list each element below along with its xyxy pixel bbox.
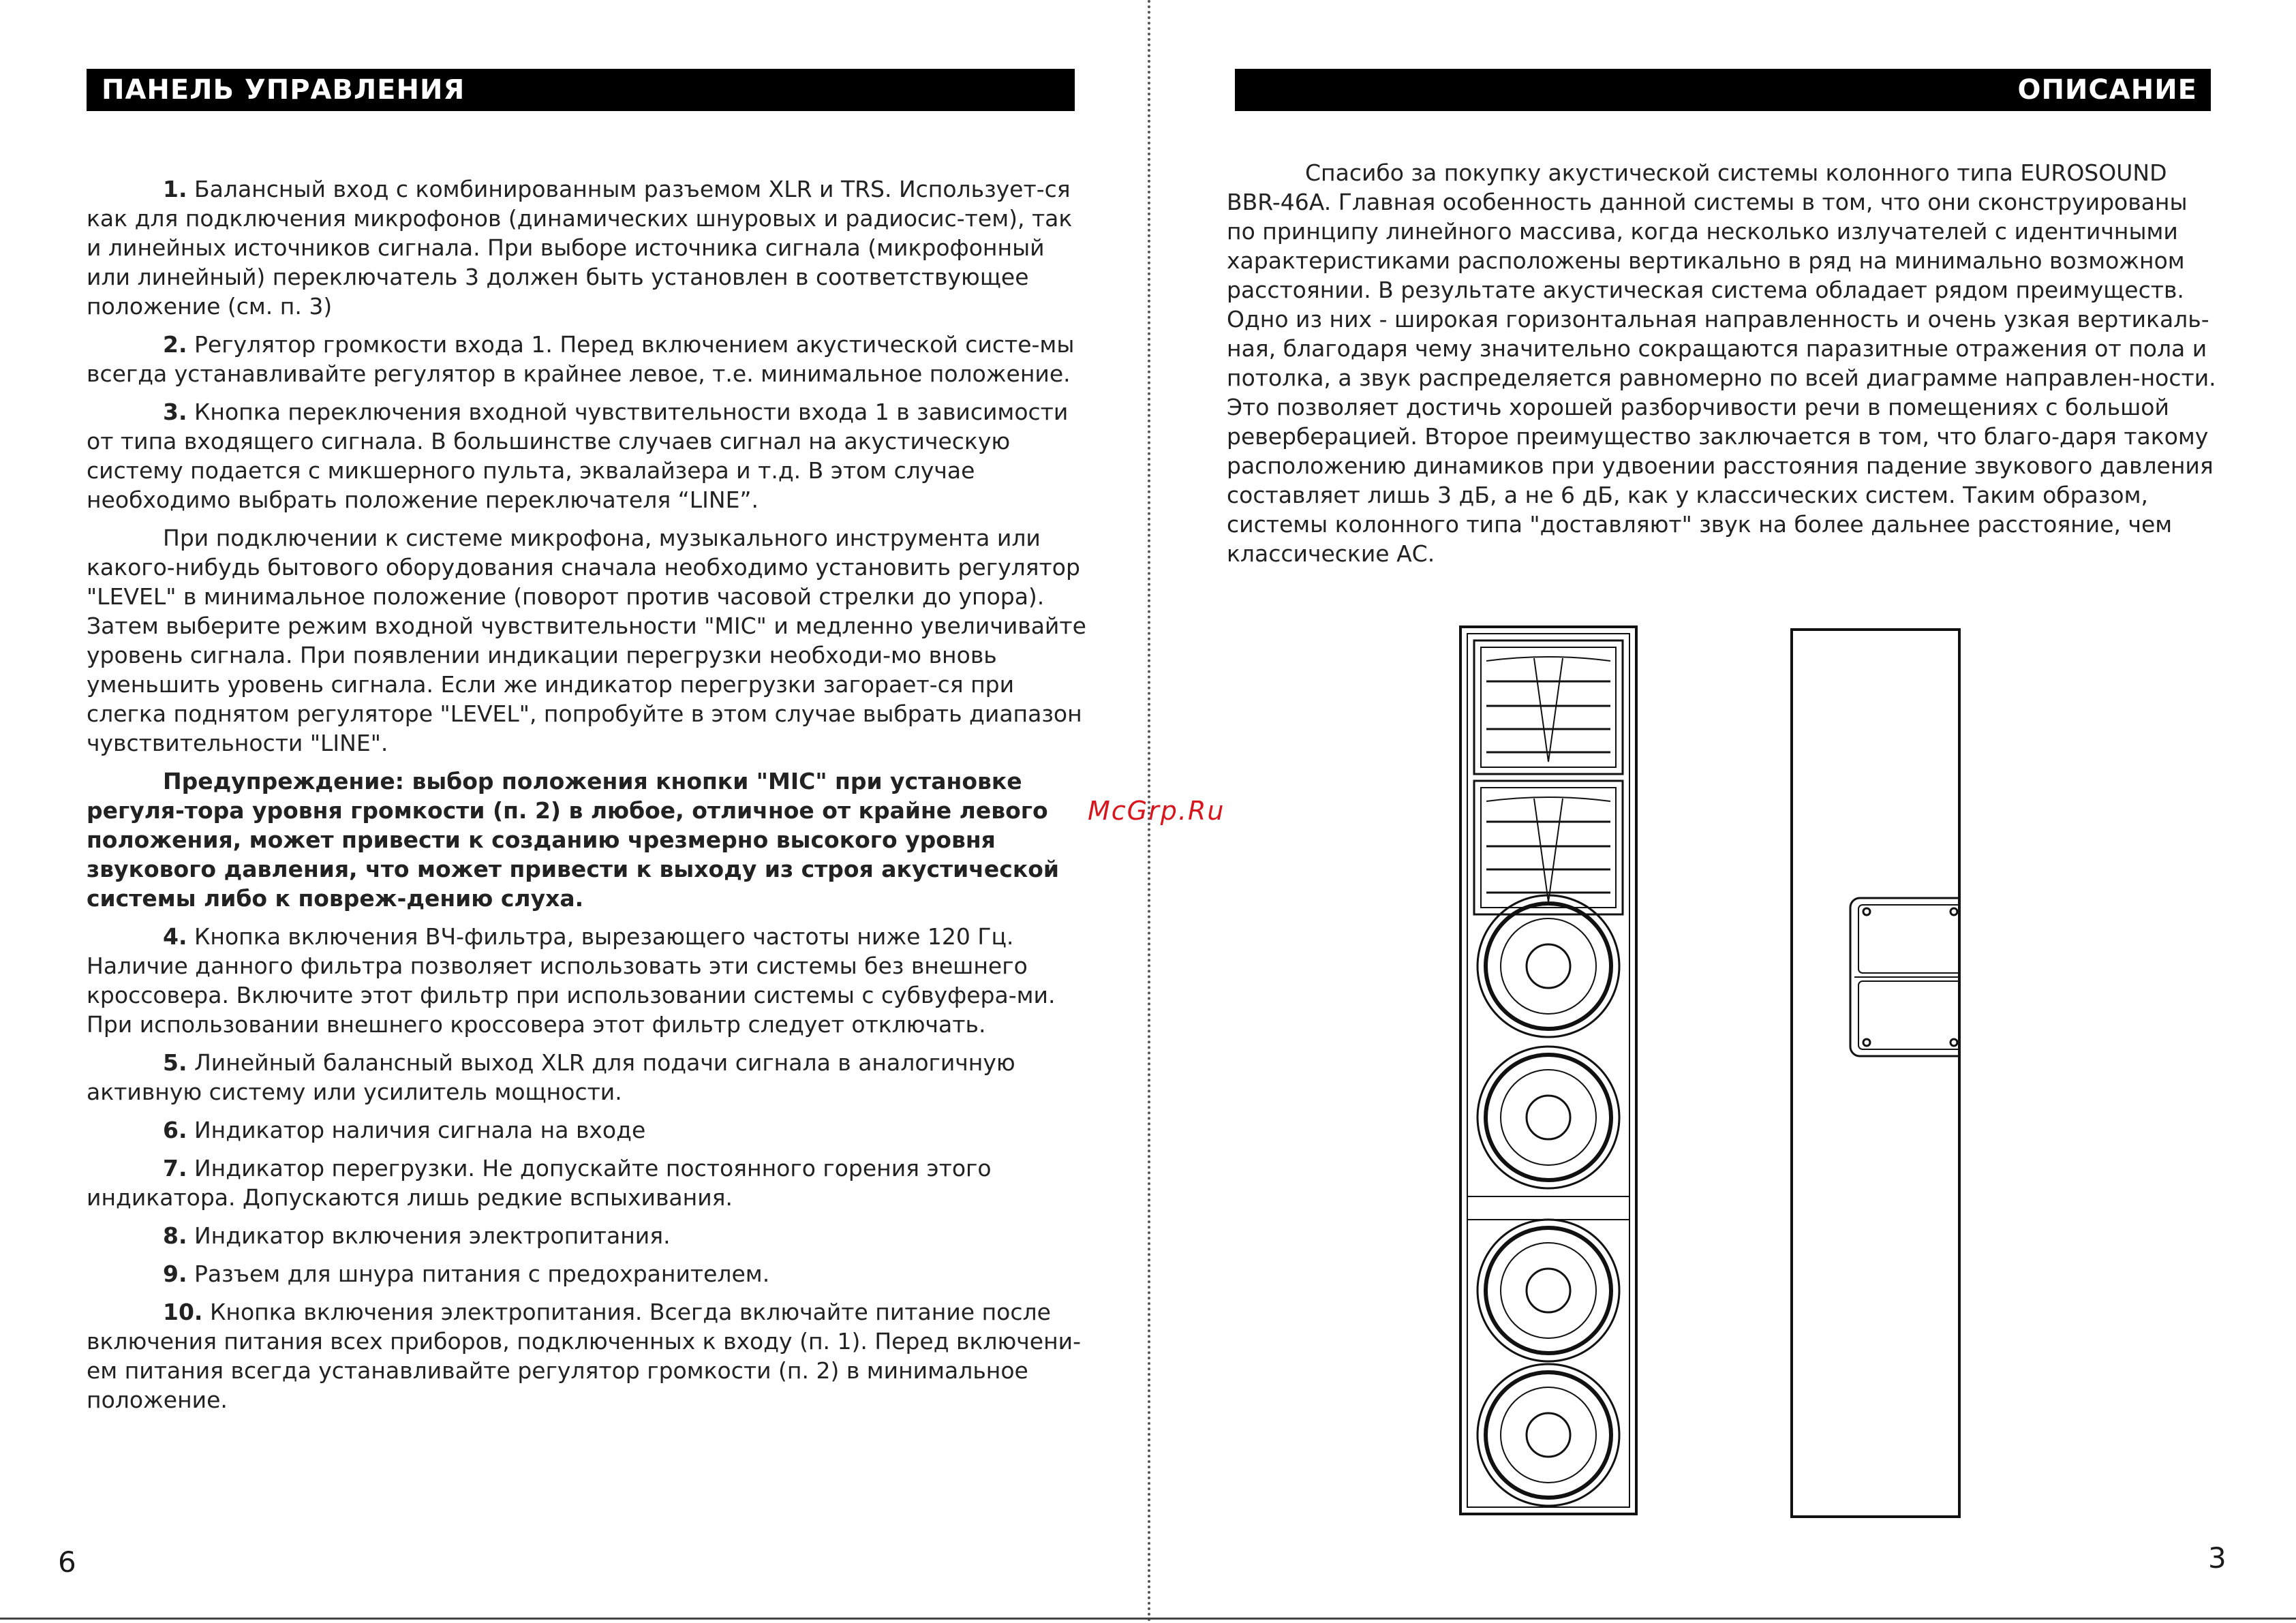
woofer-1	[1478, 895, 1619, 1037]
item-5: 5. Линейный балансный выход XLR для подачи сигнала в аналогичную активную систему или усилитель мощности.	[87, 1049, 1015, 1105]
woofer-3	[1478, 1220, 1619, 1361]
mic-connection-paragraph: При подключении к системе микрофона, музыкального инструмента или какого-нибудь бытового оборудования сначала необходимо установить регулятор "LEVEL" в минимальное положение (поворот против часовой стрелки до упора). Затем выберите режим входной чувствительности "MIC" и медленно увеличивайте уровень сигнала. При появлении индикации перегрузки необходи-мо вновь уменьшить уровень сигнала. Если же индикатор перегрузки загорает-ся при слегка поднятом регуляторе "LEVEL", попробуйте в этом случае выбрать диапазон чувствительности "LINE".	[87, 525, 1086, 756]
item-9: 9. Разъем для шнура питания с предохранителем.	[163, 1261, 770, 1287]
item-8: 8. Индикатор включения электропитания.	[163, 1222, 671, 1249]
watermark[interactable]: McGrp.Ru	[1088, 796, 1225, 826]
right-page	[1148, 0, 2296, 1623]
description-paragraph: Спасибо за покупку акустической системы колонного типа EUROSOUND BBR-46A. Главная особенность данной системы в том, что они сконструированы по принципу линейного массива, когда несколько излучателей с идентичными характеристиками расположены вертикально в ряд на минимально возможном расстоянии. В результате акустическая система обладает рядом преимуществ. Одно из них - широкая горизонтальная направленность и очень узкая вертикаль-ная, благодаря чему значительно сокращаются паразитные отражения от пола и потолка, а звук распределяется равномерно по всей диаграмме направлен-ности. Это позволяет достичь хорошей разборчивости речи в помещениях с большой реверберацией. Второе преимущество заключается в том, что благо-даря такому расположению динамиков при удвоении расстояния падение звукового давления составляет лишь 3 дБ, а не 6 дБ, как у классических систем. Таким образом, системы колонного типа "доставляют" звук на более дальнее расстояние, чем классические АС.	[1227, 159, 2216, 567]
woofer-2	[1478, 1047, 1619, 1188]
speaker-front-view-drawing	[1459, 625, 1638, 1515]
page-number-left: 6	[58, 1545, 76, 1579]
speaker-back-view-drawing	[1790, 628, 1961, 1518]
description-text	[1227, 158, 2222, 577]
item-4: 4. Кнопка включения ВЧ-фильтра, вырезающего частоты ниже 120 Гц. Наличие данного фильтра позволяет использовать эти системы без внешнего кроссовера. Включите этот фильтр при использовании системы с субвуфера-ми. При использовании внешнего кроссовера этот фильтр следует отключать.	[87, 923, 1056, 1038]
item-7: 7. Индикатор перегрузки. Не допускайте постоянного горения этого индикатора. Допускаются лишь редкие вспыхивания.	[87, 1155, 992, 1211]
item-2: 2. Регулятор громкости входа 1. Перед включением акустической систе-мы всегда устанавливайте регулятор в крайнее левое, т.е. минимальное положение.	[87, 331, 1075, 387]
section-header-description: ОПИСАНИЕ	[1235, 69, 2211, 111]
item-3: 3. Кнопка переключения входной чувствительности входа 1 в зависимости от типа входящего сигнала. В большинстве случаев сигнал на акустическую систему подается с микшерного пульта, эквалайзера и т.д. В этом случае необходимо выбрать положение переключателя “LINE”.	[87, 399, 1069, 513]
item-1: 1. Балансный вход с комбинированным разъемом XLR и TRS. Использует-ся как для подключения микрофонов (динамических шнуровых и радиосис-тем), так и линейных источников сигнала. При выборе источника сигнала (микрофонный или линейный) переключатель 3 должен быть установлен в соответствующее положение (см. п. 3)	[87, 176, 1073, 320]
warning-paragraph: Предупреждение: выбор положения кнопки "MIC" при установке регуля-тора уровня громкости (п. 2) в любое, отличное от крайне левого положения, может привести к созданию чрезмерно высокого уровня звукового давления, что может привести к выходу из строя акустической системы либо к повреж-дению слуха.	[87, 768, 1060, 912]
woofer-4	[1478, 1364, 1619, 1506]
back-connector-panel	[1850, 898, 1961, 1056]
item-10: 10. Кнопка включения электропитания. Всегда включайте питание после включения питания всех приборов, подключенных к входу (п. 1). Перед включени-ем питания всегда устанавливайте регулятор громкости (п. 2) в минимальное положение.	[87, 1299, 1082, 1413]
page-number-right: 3	[2208, 1541, 2226, 1575]
section-header-control-panel: ПАНЕЛЬ УПРАВЛЕНИЯ	[87, 69, 1075, 111]
item-6: 6. Индикатор наличия сигнала на входе	[163, 1117, 646, 1143]
control-panel-text	[87, 174, 1091, 1423]
tweeter-1	[1474, 640, 1623, 774]
